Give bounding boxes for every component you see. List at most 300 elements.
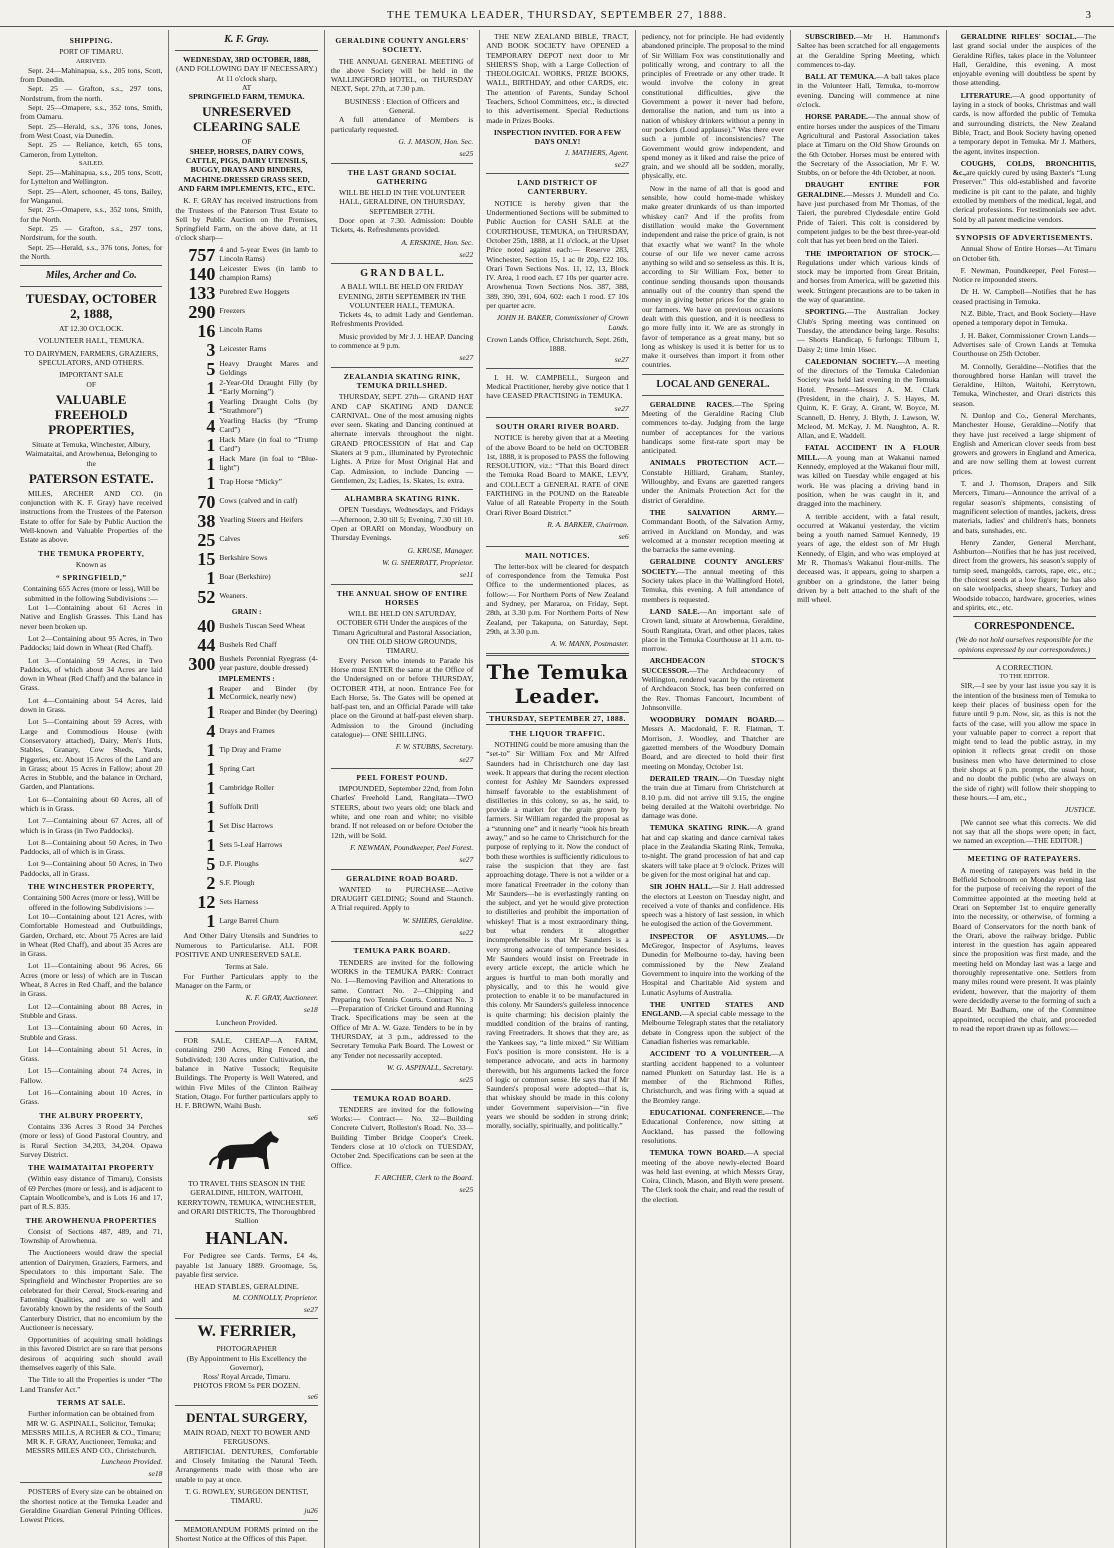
divider: [486, 653, 628, 656]
ad-code: se25: [459, 1075, 474, 1085]
news-item-text: —The annual meeting of this Society takes place in the Wallingford Hotel, Temuka, this evening. A full attendance of members is requested.: [641, 566, 785, 604]
news-item: [642, 1049, 784, 1105]
lot-row: [175, 817, 317, 835]
lot-quantity: 1: [206, 567, 216, 588]
lot-description: Bushels Tuscan Seed Wheat: [219, 620, 306, 630]
news-item-heading: GERALDINE COUNTY ANGLERS' SOCIETY.: [641, 557, 785, 576]
lot-row: [175, 455, 317, 473]
news-item: [642, 1148, 784, 1204]
lot-quantity: 1: [206, 816, 216, 837]
lot-quantity: 44: [197, 635, 216, 656]
clearing-sale: UNRESERVED CLEARING SALE: [192, 104, 301, 135]
divider: [486, 173, 628, 174]
lot-quantity: 1: [206, 778, 216, 799]
lot-description: Calves: [219, 534, 241, 544]
divider: [642, 395, 784, 396]
divider: [331, 489, 473, 490]
terms: Terms at Sale.: [225, 962, 269, 972]
lot-description: Drays and Frames: [219, 726, 275, 736]
lot-item: Lot 16—Containing about 10 Acres, in Grass.: [20, 1088, 163, 1107]
synopsis-item: J. H. Baker, Commissioner Crown Lands—Advertises sale of Crown Lands at Temuka Courthouse on 25th October.: [952, 330, 1096, 359]
lot-quantity: 1: [206, 472, 216, 493]
columns: [14, 30, 1102, 1543]
divider: [642, 374, 784, 375]
alhambra-proprietor: W. G. SHERRATT, Proprietor.: [382, 557, 474, 567]
lot-quantity: 1: [206, 835, 216, 856]
sale-title-3: VALUABLE FREEHOLD PROPERTIES,: [48, 391, 135, 437]
lot-description: Tip Dray and Frame: [219, 745, 281, 755]
lot-description: Yearling Hacks (by “Trump Card”): [219, 416, 318, 434]
lot-description: Yearling Draught Colts (by “Strathmore”): [219, 397, 318, 415]
ad-code: se25: [459, 149, 474, 159]
stallion-signature: M. CONNOLLY, Proprietor.: [232, 1292, 318, 1302]
sailing: Sept. 25—Herald, s.s., 376 tons, Jones, for the North.: [20, 242, 163, 261]
road-signature: W. SHIERS, Geraldine.: [402, 915, 474, 925]
synopsis-heading: SYNOPSIS OF ADVERTISEMENTS.: [955, 232, 1093, 242]
road-text: WANTED to PURCHASE—Active DRAUGHT GELDING; Sound and Staunch. A Trial required. Apply to: [330, 884, 474, 913]
ball-tickets: Tickets 4s, to admit Lady and Gentleman. Refreshments Provided.: [330, 310, 474, 329]
lot-description: Weaners.: [219, 591, 248, 601]
land-signature: JOHN H. BAKER, Commissioner of Crown Lands.: [496, 313, 629, 332]
divider: [20, 265, 162, 266]
divider: [953, 849, 1096, 850]
bible-invite: INSPECTION INVITED. FOR A FEW DAYS ONLY!: [493, 127, 622, 147]
lot-item: Lot 12—Containing about 88 Acres, in Stubble and Grass.: [20, 1001, 163, 1020]
sale-hall: VOLUNTEER HALL, TEMUKA.: [38, 336, 145, 346]
anglers-business: BUSINESS : Election of Officers and General.: [344, 96, 460, 116]
divider: [20, 1482, 162, 1483]
lot-quantity: 1: [206, 683, 216, 704]
lot-quantity: 52: [197, 586, 216, 607]
ad-code: ju26: [304, 1506, 318, 1516]
lot-row: [175, 531, 317, 549]
stallion-name: HANLAN.: [205, 1228, 288, 1249]
column-2: [169, 30, 324, 1548]
river-text: NOTICE is hereby given that at a Meeting of the above Board to be held on OCTOBER 1st, 1888, it is proposed to PASS the following RESOLUTION, viz.: “That this Board direct the Temuka Road Board to MAKE, LEVY, and COLLECT a GENERAL RATE of ONE FARTHING in the POUND on the Rateable Value of all Rateable Property in the South Orari River Board District.”: [486, 433, 629, 517]
anglers-text: THE ANNUAL GENERAL MEETING of the above Society will be held in the WALLINGFORD HOTEL, on THURSDAY NEXT, Sept. 27th, at 7.30 p.m.: [330, 56, 474, 94]
synopsis-item: N. Dunlop and Co., General Merchants, Manchester House, Geraldine—Notify that they have just received a large shipment of English and American clover seeds from best growers and growers in England and America, and are now selling them at lowest current prices.: [952, 410, 1096, 476]
ad-code: se11: [459, 570, 474, 580]
contact: MR W. G. ASPINALL, Solicitor, Temuka;: [26, 1418, 156, 1428]
lot-row: [175, 265, 317, 283]
column-5: [636, 30, 791, 1548]
lot-description: Cows (calved and in calf): [219, 496, 298, 506]
lot-description: S.F. Plough: [219, 878, 255, 888]
lot-row: [175, 874, 317, 892]
lot-row: [175, 360, 317, 378]
gray-time: At 11 o'clock sharp,: [216, 73, 277, 83]
dental-signature: T. G. ROWLEY, SURGEON DENTIST, TIMARU.: [185, 1486, 309, 1506]
park-signature: W. G. ASPINALL, Secretary.: [386, 1062, 474, 1072]
lot-row: [175, 588, 317, 606]
page-number: 3: [1085, 9, 1092, 21]
ad-code: se25: [459, 1185, 474, 1195]
local-news-list: [797, 32, 939, 605]
news-item-text: —Sir J. Hall addressed the electors at Leeston on Tuesday night, and received a vote of thanks and confidence. His speech was a history of last session, in which he eulogised the action of the Government.: [641, 882, 785, 929]
news-item-text: —A grand hat and cap skating and dance carnival takes place in the Zealandia Skating Rink, Temuka, to-night. The grand procession of hat and cap skaters will take place at 9 o'clock. Prizes will be given for the most original hat and cap.: [641, 823, 785, 879]
alhambra-heading: ALHAMBRA SKATING RINK.: [344, 494, 460, 504]
lot-item: Lot 8—Containing about 50 Acres, in Two Paddocks, all of which is in Grass.: [20, 837, 163, 857]
news-item-text: —Messrs A. Macdonald, F. R. Flatman, T. Morrison, J. Woodley, and Thatcher are gazetted members of the Woodbury Domain Board, and are directed to hold their first meeting on Monday, October 1st.: [641, 715, 785, 771]
synopsis-list: [953, 244, 1096, 612]
dental-text: ARTIFICIAL DENTURES, Comfortable and Closely Imitating the Natural Teeth. Arrangements made with those who are unable to pay at once.: [175, 1446, 318, 1484]
lot-row: [175, 474, 317, 492]
lot-quantity: 1: [206, 911, 216, 932]
paper-title-line: THE TEMUKA LEADER, THURSDAY, SEPTEMBER 27, 1888.: [386, 9, 728, 21]
news-item-text: —A good opportunity of laying in a stock of books, Christmas and wall cards, is now afforded the public of Temuka and surrounding districts, the New Zealand Bible, Tract, and Book Society having opened a temporary depot in Temuka. Mr J. Mathers, the agent, invites inspection.: [952, 90, 1096, 156]
news-item: [797, 32, 939, 69]
lot-quantity: 133: [188, 282, 216, 303]
news-item-text: —A startling accident happened to a volunteer named Plunkett on Saturday last. He is a member of the Richmond Rifles, Christchurch, and was firing with a squad at the Bromley range.: [641, 1049, 785, 1105]
synopsis-item: Dr H. W. Campbell—Notifies that he has ceased practising in Temuka.: [952, 287, 1096, 306]
title-note: The Title to all the Properties is under “The Land Transfer Act.”: [20, 1375, 163, 1394]
lot-quantity: 2: [206, 873, 216, 894]
lot-row: [175, 569, 317, 587]
column-6: [791, 30, 946, 1548]
lot-quantity: 4: [206, 415, 216, 436]
news-item-text: —Regulations under which various kinds of stock may be imported from Great Britain, and horses from America, will be gazetted this week. Stringent precautions are to be taken in the way of quarantine.: [797, 248, 940, 305]
news-item: [953, 91, 1096, 156]
gray-at: AT: [241, 82, 252, 92]
news-item-text: —On Tuesday night the train due at Timaru from Christchurch at 8.10 p.m. did not arrive till 9.15, the engine being derailed at the Waitohi overbridge. No damage was done.: [641, 773, 785, 821]
stallion-terms: For Pedigree see Cards. Terms, £4 4s, payable 1st January 1889. Groomage, 5s, payable first service.: [175, 1251, 318, 1280]
news-item-heading: LITERATURE.: [960, 90, 1013, 100]
ad-code: se27: [459, 754, 474, 764]
paper-nameplate: The Temuka Leader.: [486, 659, 629, 708]
lot-description: Trap Horse “Micky”: [219, 477, 282, 487]
sale-intro: MILES, ARCHER AND CO. (in conjunction with K. F. Gray) have received instructions from the Trustees of the Paterson Estate to offer for Sale by Public Auction the Well-known and Valuable Properties of the Estate as above.: [20, 488, 163, 545]
lot-item: Lot 13—Containing about 60 Acres, in Stubble and Grass.: [20, 1023, 163, 1042]
news-item-heading: HORSE PARADE.: [805, 112, 868, 122]
ferrier-address: Ross' Royal Arcade, Timaru.: [203, 1372, 291, 1382]
news-item: [797, 112, 939, 177]
ad-code: se27: [459, 353, 474, 363]
auctioneer-heading: Miles, Archer and Co.: [45, 270, 137, 282]
editorial-continued-2: Now in the name of all that is good and sensible, how could home-made whiskey make greater drunkards of us than imported whiskey can? And if the profits from distillation would make the Government independent and raise the price of grain, is not that exactly what we want? In the whole course of our life we never came across anything so wild and so senseless as this. It is, according to Sir William Fox, better to continue sending thousands upon thousands annually out of the country than spend the money in giving better prices for the grain to our farmers. We have on previous occasions dealt with this question, and it is needless to go more fully into it. We are as strongly in favor of temperance as a great many, but so long as whiskey is used it is better for us to make it ourselves than import it from other countries.: [641, 183, 785, 370]
road-heading: GERALDINE ROAD BOARD.: [346, 873, 459, 883]
pound-text: IMPOUNDED, September 22nd, from John Charles' Freehold Land, Rangitata—TWO STEERS, about two years old; one black and white, and one roan and white; no visible brand. If not released on or before October the 12th, will be Sold.: [330, 784, 474, 840]
synopsis-item: Annual Show of Entire Horses—At Timaru on October 6th.: [952, 244, 1096, 263]
lot-quantity: 1: [206, 396, 216, 417]
lot-description: Sets Harness: [219, 897, 259, 907]
news-item-text: —Commandant Booth, of the Salvation Army, arrived in Auckland on Monday, and was welcomed at a monster reception meeting at the barracks the same evening.: [641, 507, 785, 555]
estate-name: PATERSON ESTATE.: [28, 470, 154, 486]
news-item-text: —A ball takes place in the Volunteer Hall, Temuka, to-morrow evening. Dancing will commence at nine o'clock.: [797, 72, 940, 110]
alhambra-manager: G. KRUSE, Manager.: [407, 545, 474, 555]
implement-lots: [175, 684, 317, 930]
lot-row: [175, 398, 317, 416]
divider: [331, 869, 473, 870]
local-news-list: [953, 32, 1096, 224]
news-item-heading: ANIMALS PROTECTION ACT.: [649, 458, 777, 468]
news-item-heading: THE UNITED STATES AND ENGLAND.: [641, 999, 785, 1019]
lot-quantity: 38: [197, 510, 216, 531]
known-as: Known as: [75, 559, 107, 569]
ball-heading: G R A N D B A L L.: [360, 268, 444, 280]
news-item-text: —The Archdeaconry of Wellington, rendered vacant by the retirement of Archdeacon Stock, has been conferred on the Rev. Thomas Fancourt, Incumbent of Johnsonville.: [641, 665, 785, 712]
gray-of: OF: [241, 137, 252, 147]
editorial-heading: THE LIQUOR TRAFFIC.: [509, 728, 606, 738]
ball-music: Music provided by Mr J. J. HEAP. Dancing to commence at 9 p.m.: [330, 331, 474, 351]
arrival: Sept. 25—Omapere, s.s., 352 tons, Smith, from Oamaru.: [20, 103, 163, 122]
lot-row: [175, 636, 317, 654]
divider: [175, 1520, 317, 1521]
lot-row: [175, 912, 317, 930]
lot-quantity: 140: [188, 263, 216, 284]
lot-quantity: 1: [206, 453, 216, 474]
news-item: [642, 1108, 784, 1145]
news-item-heading: GERALDINE RIFLES' SOCIAL.: [960, 32, 1077, 41]
skating-text: THURSDAY, SEPT. 27th— GRAND HAT AND CAP SKATING AND DANCE CARNIVAL. One of the most amusing nights ever seen. Skating and Dancing continued at alternate intervals throughout the night. GRAND PROCESSION of Hat and Cap Skaters at 9 p.m., illuminated by Pyrotechnic Lights. A Prize for Most Original Hat and Cap. Admission, to include Dancing — Gentlemen, 2s; Ladies, 1s. Skates, 1s. extra.: [330, 392, 474, 485]
arowhenua-text: Consist of Sections 487, 489, and 71, Township of Arowhenua.: [20, 1226, 163, 1246]
correspondence-note: (We do not hold ourselves responsible for the opinions expressed by our correspondents.): [955, 635, 1093, 654]
news-item-text: —Constable Hilliard, Graham, Stanley, Willoughby, and Evans are gazetted rangers under the Animals Protection Act for the district of Geraldine.: [641, 458, 785, 505]
lot-description: Set Disc Harrows: [219, 821, 273, 831]
synopsis-item: T. and J. Thomson, Drapers and Silk Mercers, Timaru—Announce the arrival of a regular season's shipments, consisting of magnificent selection of mantles, jackets, dress materials, ladies' and children's hats, bonnets and bats, sunshades, etc.: [952, 479, 1096, 535]
lot-description: Reaper and Binder (by McCormick, nearly new): [219, 683, 318, 702]
sailing: Sept. 25—Omapere, s.s., 352 tons, Smith, for the North.: [20, 205, 163, 224]
lot-quantity: 3: [206, 339, 216, 360]
column-4: [480, 30, 635, 1548]
troad-signature: F. ARCHER, Clerk to the Board.: [374, 1172, 474, 1182]
campbell-notice: I. H. W. CAMPBELL, Surgeon and Medical Practitioner, hereby give notice that I have CEASED PRACTISING in TEMUKA.: [486, 372, 629, 401]
news-item: [797, 180, 939, 245]
temuka-lots: [20, 603, 162, 878]
ad-code: se18: [303, 1005, 318, 1015]
lot-description: Large Barrel Churn: [219, 916, 279, 926]
news-item: [797, 72, 939, 109]
news-item-text: —Dr McGregor, Inspector of Asylums, leaves Dunedin for Melbourne to-day, having been commissioned by the New Zealand Government to inquire into the working of the Hospital and Charitable Aid system and Lunatic Asylums of Australia.: [641, 931, 785, 997]
local-news-list: [642, 400, 784, 1204]
news-item: [953, 159, 1096, 224]
springfield: “ SPRINGFIELD,”: [55, 573, 127, 583]
sale-date: TUESDAY, OCTOBER 2, 1888,: [25, 291, 157, 322]
column-3: [325, 30, 480, 1548]
divider: [331, 367, 473, 368]
news-item: [642, 774, 784, 820]
news-item-heading: SIR JOHN HALL.: [649, 882, 713, 892]
skating-heading: ZEALANDIA SKATING RINK, TEMUKA DRILLSHED.: [343, 371, 461, 390]
news-item-text: —The Spring Meeting of the Geraldine Racing Club commences to-day. Judging from the large number of acceptances for the various handicaps some first-rate sport may be anticipated.: [641, 399, 785, 456]
news-item-heading: CALEDONIAN SOCIETY.: [805, 356, 898, 366]
sailing: Sept. 25 — Grafton, s.s., 297 tons, Nordstrum, for the south.: [20, 223, 163, 243]
lot-description: Reaper and Binder (by Deering): [219, 707, 318, 717]
lot-quantity: 15: [197, 548, 216, 569]
news-item-text: —The annual show of entire horses under the auspices of the Timaru Agricultural and Pastoral Association takes place at Timaru on the Old Show Grounds on the 6th October. Horses must be entered with the Secretary of the Association, Mr F. W. Stubbs, on or before the 4th October, at noon.: [797, 112, 940, 178]
divider: [331, 941, 473, 942]
divider: [486, 546, 628, 547]
lot-row: [175, 893, 317, 911]
news-item-text: —Mr H. Hammond's Saltee has been scratched for all engagements at the Geraldine Spring Meeting, which commences to-day.: [797, 32, 940, 69]
lot-description: Purebred Ewe Hoggets: [219, 287, 290, 297]
horse-icon: [207, 1127, 287, 1173]
lot-description: Hack Mare (in foal to “Trump Card”): [219, 435, 318, 453]
lot-row: [175, 284, 317, 302]
pound-signature: F. NEWMAN, Poundkeeper, Peel Forest.: [350, 842, 474, 852]
contact: MESSRS MILES AND CO., Christchurch.: [25, 1446, 157, 1456]
news-item-text: —A young man at Wakanui named Kennedy, employed at the Wakanui flour mill, was killed on Tuesday while engaged at his work. He was placing a driving band in position, when he was caught in it, and dragged into the machinery.: [797, 452, 940, 509]
arrived-list: [20, 66, 162, 159]
sailed-list: [20, 168, 162, 261]
lot-row: [175, 379, 317, 397]
divider: [175, 1031, 317, 1032]
divider: [486, 368, 628, 369]
divider: [331, 584, 473, 585]
bible-text: THE NEW ZEALAND BIBLE, TRACT, AND BOOK SOCIETY have OPENED a TEMPORARY DEPOT next door to Mr SHIERS'S Shop, with a Large Collection of THEOLOGICAL WORKS, PRIZE BOOKS, WALL, BIRTHDAY, and other CARDS, etc. The attention of Parents, Sunday School Teachers, School Committees, etc., is directed to this advertisement. Special Reductions made in Prizes Books.: [486, 32, 629, 125]
lot-row: [175, 703, 317, 721]
river-signature: R. A. BARKER, Chairman.: [547, 519, 629, 529]
stock-list: SHEEP, HORSES, DAIRY COWS, CATTLE, PIGS, DAIRY UTENSILS, BUGGY, DRAYS AND BINDERS, MACHINE-DRESSED GRASS SEED, AND FARM IMPLEMENTS, ETC., ETC.: [178, 146, 316, 193]
lot-quantity: 16: [197, 320, 216, 341]
news-item-text: —The last grand social under the auspices of the Geraldine Rifles, takes place in the Volunteer Hall, Geraldine, this evening. A most enjoyable evening will doubtless be spent by those attending.: [952, 32, 1096, 88]
ad-code: se18: [148, 1469, 163, 1478]
albury-property: THE ALBURY PROPERTY,: [39, 1110, 144, 1120]
temuka-property: THE TEMUKA PROPERTY,: [38, 548, 145, 558]
dental-heading: DENTAL SURGERY,: [186, 1410, 308, 1426]
lot-row: [175, 855, 317, 873]
lot-row: [175, 741, 317, 759]
news-item: [642, 823, 784, 879]
show-text: WILL BE HELD ON SATURDAY, OCTOBER 6TH Under the auspices of the Timaru Agricultural and Pastoral Association, ON THE OLD SHOW GROUNDS, TIMARU.: [332, 609, 472, 656]
contact: MESSRS MILLS, A RCHER & CO., Timaru;: [21, 1427, 161, 1437]
pound-heading: PEEL FOREST POUND.: [356, 772, 448, 782]
stock-lots: [175, 246, 317, 606]
synopsis-item: Henry Zander, General Merchant, Ashburton—Notifies that he has just received, direct from the growers, his season's supply of turnip seed, mangolds, carrots, rape, etc., etc.; the choicest seeds at a low figure; he has also on sale woolpacks, sheep shears, Turkey and Woodside tobacco, hardware, groceries, wines and spirits, etc., etc.: [952, 537, 1096, 612]
albury-text: Contains 336 Acres 3 Rood 34 Perches (more or less) of Good Pastoral Country, and is Rural Section 34,203, 34,204. Opawa Survey District.: [20, 1121, 163, 1159]
social-heading: THE LAST GRAND SOCIAL GATHERING: [347, 167, 457, 186]
gray-heading: K. F. Gray.: [224, 34, 269, 45]
auctioneers-text: The Auctioneers would draw the special attention of Dairymen, Graziers, Farmers, and Speculators to this important Sale. The Springfield and Winchester Properties are so celebrated for their Cereal, Stock-rearing and Fattening Qualities, and are so well and favorably known by the residents of the South Canterbury District, that no encomium by the Auctioneer is necessary.: [20, 1248, 163, 1332]
divider: [953, 228, 1096, 229]
lot-row: [175, 655, 317, 673]
further-text: For Further Particulars apply to the Manager on the Farm, or: [175, 971, 318, 990]
divider: [486, 417, 628, 418]
sale-title-1: IMPORTANT SALE: [59, 370, 124, 380]
news-item-text: —A special meeting of the above newly-elected Board was held last evening, at which Messrs Gray, Coira, Clinch, Mason, and Blyth were present. The Clerk took the chair, and read the result of the election.: [641, 1148, 785, 1204]
news-item: [642, 1000, 784, 1046]
divider: [20, 286, 162, 287]
news-item-heading: DRAUGHT ENTIRE FOR GERALDINE.: [797, 180, 940, 199]
grain-heading: GRAIN :: [231, 606, 262, 616]
lot-row: [175, 779, 317, 797]
ad-code: se6: [618, 532, 629, 542]
sailing: Sept. 25—Mahinapua, s.s., 205 tons, Scott, for Lyttelton and Wellington.: [20, 168, 163, 187]
correction-to: TO THE EDITOR.: [999, 673, 1050, 681]
lot-description: Suffolk Drill: [219, 802, 259, 812]
news-item-text: —The Educational Conference, now sitting at Auckland, has passed the following resolutions.: [641, 1108, 785, 1145]
news-item-heading: COUGHS, COLDS, BRONCHITIS, &c.,: [952, 158, 1096, 178]
lot-description: Leicester Ewes (in lamb to champion Rams): [219, 264, 318, 282]
lot-item: Lot 4—Containing about 54 Acres, laid down in Grass.: [20, 695, 163, 715]
lot-row: [175, 246, 317, 264]
ad-code: se6: [307, 1391, 318, 1401]
memo-ad: MEMORANDUM FORMS printed on the Shortest Notice at the Offices of this Paper.: [175, 1524, 318, 1543]
luncheon: Luncheon Provided.: [101, 1456, 163, 1466]
divider: [953, 658, 1096, 659]
show-signature: F. W. STUBBS, Secretary.: [395, 742, 474, 752]
correction-title: A CORRECTION.: [995, 662, 1053, 672]
meeting-heading: MEETING OF RATEPAYERS.: [967, 854, 1081, 864]
arrived-label: ARRIVED.: [75, 57, 107, 65]
sale-audience: TO DAIRYMEN, FARMERS, GRAZIERS, SPECULATORS, AND OTHERS.: [24, 348, 159, 368]
news-item: [642, 400, 784, 456]
news-item-heading: SPORTING.: [805, 307, 847, 317]
news-item-heading: ARCHDEACON STOCK'S SUCCESSOR.: [641, 656, 785, 675]
social-door: Door open at 7.30. Admission: Double Tickets, 4s. Refreshments provided.: [330, 216, 474, 235]
arrival: Sept. 25 — Grafton, s.s., 297 tons, Nordstrum, from the north.: [20, 84, 163, 103]
lot-item: Lot 15—Containing about 74 Acres, in Fallow.: [20, 1066, 163, 1085]
lot-row: [175, 303, 317, 321]
column-1: [14, 30, 169, 1548]
synopsis-item: M. Connolly, Geraldine—Notifies that the thoroughbred horse Hanlan will travel the Geraldine, Hilton, Waitohi, Kerrytown, Temuka, Winchester, and Orari districts this season.: [952, 361, 1096, 408]
winchester-property: THE WINCHESTER PROPERTY,: [27, 882, 155, 892]
divider: [953, 616, 1096, 617]
editorial-text: NOTHING could be more amusing than the “set-to” Sir William Fox and Mr Alfred Saunders had in Christchurch one day last week. It appears that during the recent election contest for Ashley Mr Saunders expressed himself favorable to the establishment of distilleries in this colony, so as, he said, to provide a market for the grain grown by farmers. Sir William regarded the proposal as a “stunning one” and it nearly “took his breath away,” and so he came to Christchurch for the purpose of replying to it. Now the conduct of both these worthies is sufficiently ridiculous to raise the suspicion that they are fast approaching dotage. There is not a wilder or a more fanatical Freetrader in the colony than Mr Saunders—he is everlastingly ranting on the subject, and yet he would give protection to distilleries and prohibit the importation of whiskey! That is a most extraordinary thing, but what renders it altogether incomprehensible is that Mr Saunders is a very strong advocate of temperance besides. Mr Saunders would insist on Freetrade in every article except, the article which he argues is hurtful to man both morally and physically, and to this he would give protection to enable it to be manufactured in this colony. Mr Saunders's guileless innocence is quite charming; his decision plainly the muddled condition of the brains of ranting, raving Freetraders. It shows that they are, as the Yankees say, “a little mixed.” Sir William Fox's position is more consistent. He is a temperance advocate, and acts in harmony therewith, but his arguments lacked the force of logic or common sense. He says that if Mr Saunders's proposal were adopted—that is, that whiskey should be made in this colony under Government supervision—“in five years we should be sodden in strong drink; morally, socially, spiritually, and politically.”: [486, 740, 629, 1131]
lot-item: Lot 1—Containing about 61 Acres in Native and English Grasses. This Land has never been broken up.: [20, 603, 163, 631]
news-item-heading: FATAL ACCIDENT IN A FLOUR MILL.: [797, 443, 940, 462]
divider: [175, 1405, 317, 1406]
divider: [331, 768, 473, 769]
news-item: [797, 512, 939, 605]
contact: MR K. F. GRAY, Auctioneer, Temuka; and: [26, 1437, 157, 1447]
lot-quantity: 1: [206, 377, 216, 398]
troad-heading: TEMUKA ROAD BOARD.: [352, 1093, 452, 1103]
news-item: [642, 508, 784, 554]
news-item-text: —A meeting of the directors of the Temuka Caledonian Society was held last evening in the Temuka Hotel. Present—Messrs A. M. Clark (President, in the chair), J. S. Hayes, M. Quinn, K. F. Gray, A. Grant, W. Boyce, M. Scannell, D. Henry, J. Blyth, J. Lawson, W. Mcleod, M. McKay, J. M. Naughton, A. R. Allan, and E. Waddell.: [797, 356, 940, 441]
bible-signature: J. MATHERS, Agent.: [564, 147, 629, 157]
port-heading: PORT OF TIMARU.: [59, 47, 124, 57]
land-text: NOTICE is hereby given that the Undermentioned Sections will be submitted to Public Auction for CASH SALE at the COURTHOUSE, TEMUKA, on THURSDAY, October 25th, 1888, at 11 o'clock, at the Upset Price noted against each:— Reserve 283, Winchester, Section 15, 1 ac 0r 20p, £22 10s. Orari Town Sections Nos. 11, 12, 13, Block IV. Area, 1 rood each. £7 10s per quarter acre. Arowhenua Town Sections Nos. 387, 388, 389, 390, 391, 604, 602: each 1 rood. £7 10s per quarter acre.: [486, 198, 629, 311]
sailing: Sept. 25—Alert, schooner, 45 tons, Bailey, for Wanganui.: [20, 186, 163, 206]
correspondence-heading: CORRESPONDENCE.: [974, 621, 1075, 633]
lot-row: [175, 512, 317, 530]
lot-description: Spring Cart: [219, 764, 255, 774]
lot-item: Lot 6—Containing about 60 Acres, all of which is in Grass.: [20, 794, 163, 813]
news-item: [642, 932, 784, 997]
river-heading: SOUTH ORARI RIVER BOARD.: [495, 421, 620, 431]
arowhenua-property: THE AROWHENUA PROPERTIES: [25, 1215, 157, 1225]
lot-description: Berkshire Sows: [219, 553, 268, 563]
news-item: [642, 715, 784, 771]
divider: [331, 163, 473, 164]
lot-item: Lot 3—Containing 59 Acres, in Two Paddocks, of which about 34 Acres are laid down in Wheat (Red Chaff) and the balance in Grass.: [20, 655, 163, 693]
news-item: [797, 249, 939, 305]
news-item-heading: SUBSCRIBED.: [805, 32, 856, 41]
masthead: [0, 4, 1114, 27]
lot-row: [175, 684, 317, 702]
news-item-heading: THE SALVATION ARMY.: [649, 507, 777, 517]
terms-heading: TERMS AT SALE.: [56, 1397, 126, 1407]
news-item-heading: WOODBURY DOMAIN BOARD.: [649, 715, 777, 725]
lot-quantity: 25: [197, 529, 216, 550]
divider: [175, 50, 317, 51]
news-item-text: are quickly cured by using Baxter's “Lung Preserver.” This old-established and favorite medicine is pit cant to the palate, and highly extolled by members of the medical, legal, and clerical professions. For testimonials see advt. Sold by all patent medicine vendors.: [952, 168, 1096, 224]
lot-item: Lot 11—Containing about 96 Acres, 66 Acres (more or less) of which are in Tuscan Wheat, 8 Acres in Red Chaff, and the balance in Grass.: [20, 961, 163, 999]
shipping-heading: SHIPPING.: [69, 36, 113, 45]
luncheon: Luncheon Provided.: [215, 1017, 278, 1027]
anglers-signature: G. J. MASON, Hon. Sec.: [398, 136, 474, 146]
news-item-text: A terrible accident, with a fatal result, occurred at Wakanui yesterday, the victim being a youth named Samuel Kennedy, 19 years of age, the eldest son of Mr Hugh Kennedy, of Elgin, and who was employed at Mr R. Thomas's Wakanui flour-mills. The deceased was, it appears, going to sharpen a grubber on a grindstone, the latter being driven by a belt attached to the shaft of the mill wheel.: [797, 511, 940, 605]
synopsis-item: F. Newman, Poundkeeper, Peel Forest—Notice re impounded steers.: [952, 265, 1096, 285]
sale-time: AT 12.30 O'CLOCK.: [58, 324, 124, 334]
sale-title-2: OF: [86, 379, 97, 389]
lot-row: [175, 617, 317, 635]
lot-quantity: 757: [188, 244, 216, 265]
lot-quantity: 290: [188, 301, 216, 322]
news-item: [642, 607, 784, 653]
lot-item: Lot 5—Containing about 59 Acres, with Large and Commodious House (with Conservatory attached), Dairy, Men's Huts, Stables, Granary, Cow Sheds, Yards, Piggeries, etc. About 15 Acres of the Land are in Grass; about 15 Acres in Fallow; about 20 Acres in Stubble, and the balance in Orchard, Garden, and Plantations.: [20, 717, 163, 792]
social-text: WILL BE HELD IN THE VOLUNTEER HALL, GERALDINE, ON THURSDAY, SEPTEMBER 27TH.: [338, 188, 466, 216]
